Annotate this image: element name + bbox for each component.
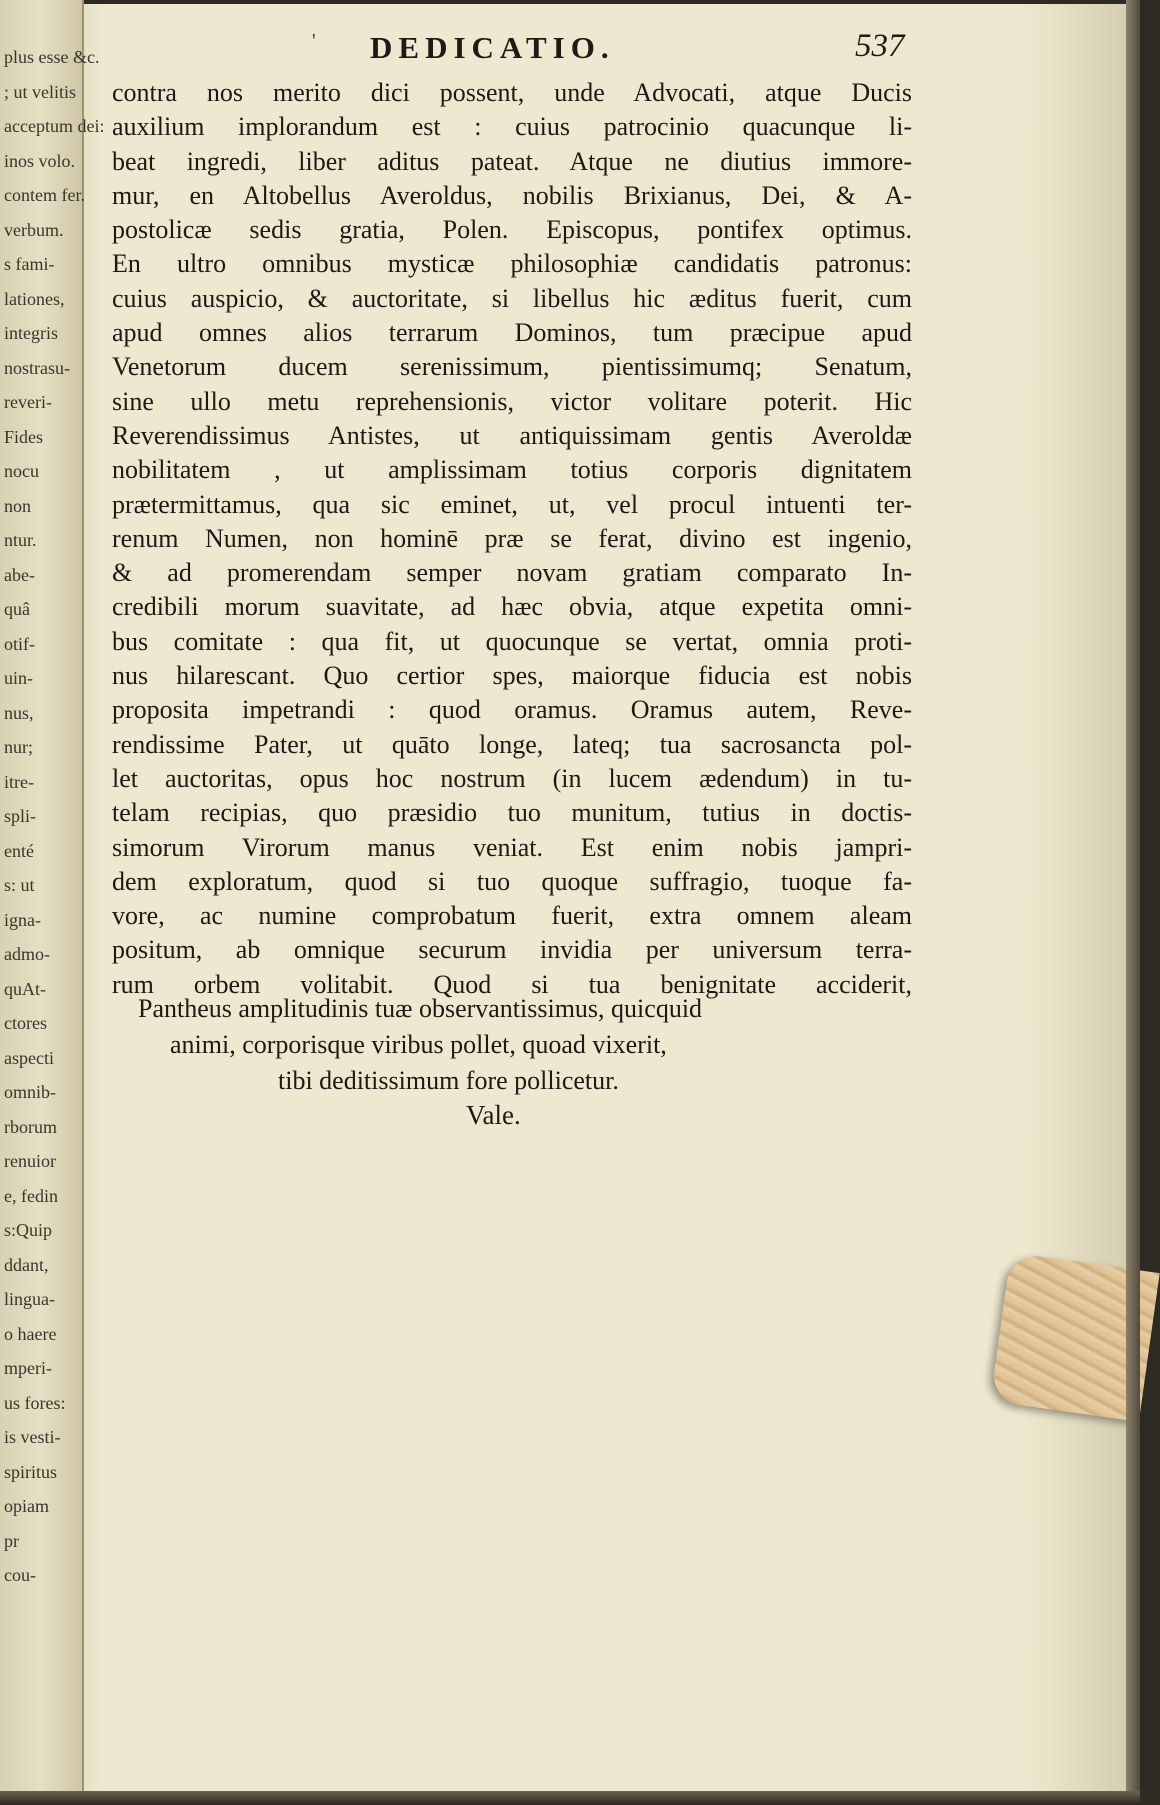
margin-fragment: verbum.	[4, 219, 64, 240]
text-line: auxilium implorandum est : cuius patrocinio quacunque li-	[112, 112, 912, 142]
text-line: apud omnes alios terrarum Dominos, tum præcipue apud	[112, 318, 912, 348]
margin-fragment: Fides	[4, 426, 44, 447]
closing-line-1: Pantheus amplitudinis tuæ observantissimus, quicquid	[138, 994, 703, 1023]
margin-fragment: nur;	[4, 737, 33, 757]
margin-fragment: contem fer.	[4, 185, 85, 205]
margin-fragment: enté	[4, 840, 34, 861]
closing-line-2: animi, corporisque viribus pollet, quoad vixerit,	[170, 1030, 667, 1059]
text-line: cuius auspicio, & auctoritate, si libellus hic æditus fuerit, cum	[112, 283, 912, 313]
margin-fragment: us fores:	[4, 1392, 66, 1413]
text-line: credibili morum suavitate, ad hæc obvia, atque expetita omni-	[112, 592, 912, 622]
vale-signoff: Vale.	[466, 1100, 521, 1130]
margin-fragment: inos volo.	[4, 150, 76, 171]
margin-fragment: otif-	[4, 633, 35, 654]
margin-fragment: spli-	[4, 806, 37, 826]
text-line: let auctoritas, opus hoc nostrum (in lucem ædendum) in tu-	[112, 763, 912, 793]
text-line: Venetorum ducem serenissimum, pientissimumq; Senatum,	[112, 352, 912, 382]
margin-fragment: ddant,	[4, 1254, 49, 1275]
margin-fragment: ntur.	[4, 530, 37, 550]
text-line: simorum Virorum manus veniat. Est enim nobis jampri-	[112, 832, 912, 862]
text-line: telam recipias, quo præsidio tuo munitum, tutius in doctis-	[112, 798, 912, 828]
margin-fragment: abe-	[4, 564, 35, 585]
margin-fragment: renuior	[4, 1151, 56, 1171]
header-mark: '	[312, 30, 316, 52]
margin-fragment: spiritus	[4, 1461, 58, 1482]
margin-fragment: ctores	[4, 1013, 47, 1033]
text-line: postolicæ sedis gratia, Polen. Episcopus, pontifex optimus.	[112, 215, 912, 245]
margin-fragment: s: ut	[4, 875, 35, 895]
text-line: nobilitatem , ut amplissimam totius corporis dignitatem	[112, 455, 912, 485]
margin-fragment: itre-	[4, 771, 34, 792]
margin-fragment: aspecti	[4, 1047, 54, 1068]
text-line: prætermittamus, qua sic eminet, ut, vel procul intuenti ter-	[112, 489, 912, 519]
margin-fragments	[0, 0, 105, 1593]
margin-fragment: ; ut velitis	[4, 81, 76, 102]
margin-fragment: nocu	[4, 461, 39, 481]
margin-fragment: igna-	[4, 909, 41, 930]
text-line: beat ingredi, liber aditus pateat. Atque ne diutius immore-	[112, 146, 912, 176]
text-line: contra nos merito dici possent, unde Advocati, atque Ducis	[112, 78, 912, 107]
page-number: 537	[855, 28, 905, 64]
previous-page-edge	[0, 0, 105, 1805]
margin-fragment: o haere	[4, 1323, 57, 1344]
dedication-text	[112, 76, 912, 1002]
margin-fragment: admo-	[4, 944, 50, 964]
text-line: dem exploratum, quod si tuo quoque suffragio, tuoque fa-	[112, 866, 912, 896]
bottom-book-edge	[0, 1791, 1140, 1805]
text-line: bus comitate : qua fit, ut quocunque se vertat, omnia proti-	[112, 626, 912, 656]
margin-fragment: lationes,	[4, 288, 65, 309]
text-line: Reverendissimus Antistes, ut antiquissimam gentis Averoldæ	[112, 420, 912, 450]
margin-fragment: cou-	[4, 1565, 36, 1585]
text-line: rendissime Pater, ut quāto longe, lateq; tua sacrosancta pol-	[112, 729, 912, 759]
text-line: rum orbem volitabit. Quod si tua benignitate acciderit,	[112, 969, 912, 999]
text-line: vore, ac numine comprobatum fuerit, extra omnem aleam	[112, 901, 912, 931]
margin-fragment: pr	[4, 1530, 19, 1551]
margin-fragment: quâ	[4, 599, 30, 619]
margin-fragment: acceptum dei:	[4, 116, 105, 136]
closing-line-3: tibi deditissimum fore pollicetur.	[278, 1066, 619, 1095]
margin-fragment: mperi-	[4, 1358, 52, 1378]
text-line: mur, en Altobellus Averoldus, nobilis Brixianus, Dei, & A-	[112, 180, 912, 210]
margin-fragment: is vesti-	[4, 1427, 61, 1447]
margin-fragment: non	[4, 495, 31, 516]
text-line: renum Numen, non hominē præ se ferat, divino est ingenio,	[112, 523, 912, 553]
margin-fragment: omnib-	[4, 1082, 56, 1102]
margin-fragment: opiam	[4, 1496, 49, 1516]
margin-fragment: nus,	[4, 702, 34, 723]
margin-fragment: s:Quip	[4, 1220, 53, 1240]
margin-fragment: rborum	[4, 1116, 57, 1137]
text-line: sine ullo metu reprehensionis, victor volitare poterit. Hic	[112, 386, 912, 416]
text-line: & ad promerendam semper novam gratiam comparato In-	[112, 558, 912, 588]
margin-fragment: nostrasu-	[4, 357, 70, 378]
margin-fragment: s fami-	[4, 254, 55, 274]
text-line: En ultro omnibus mysticæ philosophiæ candidatis patronus:	[112, 249, 912, 279]
text-line: positum, ab omnique securum invidia per universum terra-	[112, 935, 912, 965]
page-title: DEDICATIO.	[370, 30, 615, 65]
margin-fragment: quAt-	[4, 978, 46, 999]
text-line: proposita impetrandi : quod oramus. Oramus autem, Reve-	[112, 695, 912, 725]
right-book-edge	[1126, 0, 1140, 1805]
margin-fragment: uin-	[4, 668, 33, 688]
margin-fragment: lingua-	[4, 1289, 55, 1309]
text-line: nus hilarescant. Quo certior spes, maiorque fiducia est nobis	[112, 661, 912, 691]
margin-fragment: integris	[4, 323, 58, 343]
margin-fragment: e, fedin	[4, 1185, 58, 1206]
margin-fragment: reveri-	[4, 392, 52, 412]
margin-fragment: plus esse &c.	[4, 47, 100, 67]
